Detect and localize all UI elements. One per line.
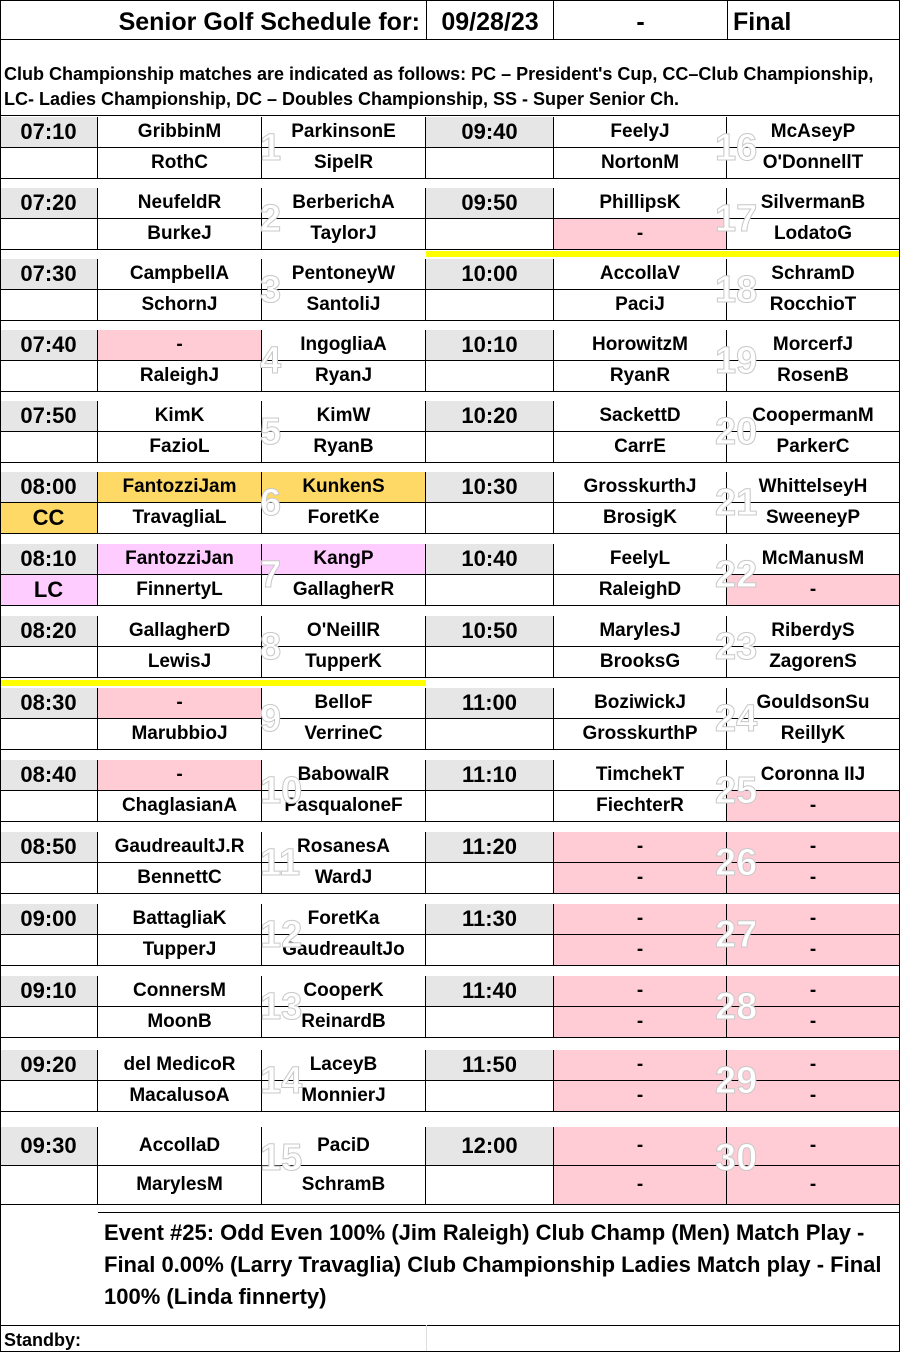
blank-cell [0, 219, 98, 250]
tee-time: 11:10 [426, 760, 554, 791]
player-name: PasqualoneF [262, 791, 426, 822]
player-name: BerberichA [262, 188, 426, 219]
player-name: SchornJ [98, 290, 262, 321]
player-name: - [98, 688, 262, 719]
player-name: PentoneyW [262, 259, 426, 290]
player-name: - [727, 1050, 900, 1081]
player-name: KimK [98, 401, 262, 432]
legend-text: Club Championship matches are indicated as follows: PC – President's Cup, CC–Club Championship, LC- Ladies Championship, DC – Doubles Championship, SS - Super Senior Ch. [0, 60, 900, 116]
blank-cell [0, 863, 98, 894]
player-name: RyanB [262, 432, 426, 463]
player-name: WardJ [262, 863, 426, 894]
blank-cell [426, 1081, 554, 1112]
player-name: MarylesJ [554, 616, 727, 647]
tee-time: 11:30 [426, 904, 554, 935]
player-name: TaylorJ [262, 219, 426, 250]
player-name: BurkeJ [98, 219, 262, 250]
tee-time: 07:10 [0, 117, 98, 148]
player-name: KunkenS [262, 472, 426, 503]
blank-cell [426, 719, 554, 750]
match-tag: LC [0, 575, 98, 606]
player-name: GaudreaultJo [262, 935, 426, 966]
tee-time: 07:40 [0, 330, 98, 361]
player-name: HorowitzM [554, 330, 727, 361]
player-name: McManusM [727, 544, 900, 575]
player-name: NortonM [554, 148, 727, 179]
player-name: TupperJ [98, 935, 262, 966]
player-name: - [98, 760, 262, 791]
blank-cell [0, 1007, 98, 1038]
player-name: SilvermanB [727, 188, 900, 219]
tee-time: 10:30 [426, 472, 554, 503]
player-name: PhillipsK [554, 188, 727, 219]
tee-time: 07:20 [0, 188, 98, 219]
player-name: MonnierJ [262, 1081, 426, 1112]
player-name: FinnertyL [98, 575, 262, 606]
group-number: 3 [260, 269, 282, 311]
tee-time: 11:40 [426, 976, 554, 1007]
player-name: ReinardB [262, 1007, 426, 1038]
player-name: SipelR [262, 148, 426, 179]
player-name: FantozziJan [98, 544, 262, 575]
group-number: 8 [260, 626, 282, 668]
group-number: 26 [715, 842, 758, 884]
blank-cell [426, 503, 554, 534]
group-number: 9 [260, 698, 282, 740]
player-name: CoopermanM [727, 401, 900, 432]
player-name: SchramD [727, 259, 900, 290]
player-name: MoonB [98, 1007, 262, 1038]
player-name: O'DonnellT [727, 148, 900, 179]
player-name: - [727, 1127, 900, 1166]
blank-cell [426, 361, 554, 392]
player-name: BattagliaK [98, 904, 262, 935]
player-name: AccollaV [554, 259, 727, 290]
player-name: PaciD [262, 1127, 426, 1166]
group-number: 18 [715, 269, 758, 311]
blank-cell [426, 935, 554, 966]
blank-cell [0, 432, 98, 463]
group-number: 6 [260, 482, 282, 524]
player-name: LewisJ [98, 647, 262, 678]
group-number: 19 [715, 340, 758, 382]
blank-cell [0, 719, 98, 750]
group-number: 1 [260, 127, 282, 169]
player-name: PaciJ [554, 290, 727, 321]
player-name: GaudreaultJ.R [98, 832, 262, 863]
player-name: - [554, 1127, 727, 1166]
player-name: ConnersM [98, 976, 262, 1007]
tee-time: 09:40 [426, 117, 554, 148]
player-name: GallagherD [98, 616, 262, 647]
player-name: FantozziJam [98, 472, 262, 503]
player-name: MorcerfJ [727, 330, 900, 361]
player-name: TravagliaL [98, 503, 262, 534]
player-name: ForetKe [262, 503, 426, 534]
blank-cell [0, 1081, 98, 1112]
player-name: WhittelseyH [727, 472, 900, 503]
player-name: - [554, 219, 727, 250]
tee-time: 08:00 [0, 472, 98, 503]
player-name: - [554, 976, 727, 1007]
player-name: - [727, 832, 900, 863]
tee-time: 07:50 [0, 401, 98, 432]
player-name: VerrineC [262, 719, 426, 750]
blank-cell [0, 1166, 98, 1205]
group-number: 20 [715, 411, 758, 453]
player-name: O'NeillR [262, 616, 426, 647]
tee-time: 09:30 [0, 1127, 98, 1166]
tee-time: 10:40 [426, 544, 554, 575]
player-name: SantoliJ [262, 290, 426, 321]
blank-cell [426, 148, 554, 179]
player-name: - [554, 935, 727, 966]
player-name: ChaglasianA [98, 791, 262, 822]
player-name: - [727, 1166, 900, 1205]
player-name: RothC [98, 148, 262, 179]
group-number: 17 [715, 198, 758, 240]
schedule-date: 09/28/23 [426, 0, 554, 40]
player-name: - [727, 575, 900, 606]
group-number: 28 [715, 986, 758, 1028]
player-name: BennettC [98, 863, 262, 894]
blank-cell [0, 791, 98, 822]
header-dash: - [636, 8, 645, 36]
blank-cell [426, 432, 554, 463]
player-name: Coronna IIJ [727, 760, 900, 791]
group-number: 10 [260, 770, 303, 812]
group-number: 25 [715, 770, 758, 812]
player-name: ZagorenS [727, 647, 900, 678]
player-name: KangP [262, 544, 426, 575]
tee-time: 08:40 [0, 760, 98, 791]
group-number: 5 [260, 411, 282, 453]
player-name: del MedicoR [98, 1050, 262, 1081]
standby-divider [426, 1325, 427, 1352]
player-name: NeufeldR [98, 188, 262, 219]
group-number: 22 [715, 554, 758, 596]
tee-time: 08:10 [0, 544, 98, 575]
player-name: ReillyK [727, 719, 900, 750]
player-name: - [554, 1081, 727, 1112]
group-number: 13 [260, 986, 303, 1028]
blank-cell [0, 361, 98, 392]
blank-cell [0, 148, 98, 179]
player-name: - [554, 1166, 727, 1205]
tee-time: 11:20 [426, 832, 554, 863]
tee-time: 09:50 [426, 188, 554, 219]
blank-cell [0, 935, 98, 966]
tee-time: 11:50 [426, 1050, 554, 1081]
player-name: RyanJ [262, 361, 426, 392]
tee-time: 10:10 [426, 330, 554, 361]
group-number: 15 [260, 1137, 303, 1179]
player-name: KimW [262, 401, 426, 432]
standby-label: Standby: [0, 1325, 900, 1352]
group-number: 30 [715, 1137, 758, 1179]
player-name: SchramB [262, 1166, 426, 1205]
tee-time: 09:10 [0, 976, 98, 1007]
tee-time: 11:00 [426, 688, 554, 719]
blank-cell [426, 290, 554, 321]
player-name: MarylesM [98, 1166, 262, 1205]
player-name: RiberdyS [727, 616, 900, 647]
group-number: 2 [260, 198, 282, 240]
blank-cell [426, 575, 554, 606]
group-number: 12 [260, 914, 303, 956]
group-number: 16 [715, 127, 758, 169]
group-number: 7 [260, 554, 282, 596]
player-name: BabowalR [262, 760, 426, 791]
schedule-status: Final [727, 0, 900, 40]
group-number: 11 [260, 842, 301, 884]
player-name: GribbinM [98, 117, 262, 148]
player-name: SweeneyP [727, 503, 900, 534]
tee-time: 10:00 [426, 259, 554, 290]
player-name: TimchekT [554, 760, 727, 791]
group-number: 14 [260, 1060, 303, 1102]
player-name: - [554, 904, 727, 935]
group-number: 27 [715, 914, 758, 956]
player-name: BoziwickJ [554, 688, 727, 719]
player-name: - [727, 904, 900, 935]
tee-time: 10:50 [426, 616, 554, 647]
blank-cell [426, 791, 554, 822]
player-name: McAseyP [727, 117, 900, 148]
group-number: 4 [260, 340, 282, 382]
player-name: RaleighJ [98, 361, 262, 392]
player-name: - [554, 1050, 727, 1081]
player-name: FeelyL [554, 544, 727, 575]
player-name: GouldsonSu [727, 688, 900, 719]
player-name: RosanesA [262, 832, 426, 863]
player-name: ForetKa [262, 904, 426, 935]
tee-time: 07:30 [0, 259, 98, 290]
player-name: GrosskurthJ [554, 472, 727, 503]
player-name: RaleighD [554, 575, 727, 606]
player-name: - [727, 1081, 900, 1112]
player-name: FazioL [98, 432, 262, 463]
tee-time: 09:00 [0, 904, 98, 935]
player-name: FiechterR [554, 791, 727, 822]
match-tag: CC [0, 503, 98, 534]
group-number: 29 [715, 1060, 758, 1102]
event-description: Event #25: Odd Even 100% (Jim Raleigh) Club Champ (Men) Match Play - Final 0.00% (Larry Travaglia) Club Championship Ladies Match play - Final 100% (Linda finnerty) [98, 1212, 900, 1322]
blank-cell [426, 219, 554, 250]
blank-cell [426, 647, 554, 678]
divider-line [0, 680, 426, 686]
tee-time: 09:20 [0, 1050, 98, 1081]
player-name: LaceyB [262, 1050, 426, 1081]
group-number: 24 [715, 698, 758, 740]
player-name: - [727, 935, 900, 966]
tee-time: 12:00 [426, 1127, 554, 1166]
player-name: RocchioT [727, 290, 900, 321]
group-number: 23 [715, 626, 758, 668]
player-name: - [727, 1007, 900, 1038]
player-name: - [554, 1007, 727, 1038]
player-name: RosenB [727, 361, 900, 392]
blank-cell [0, 647, 98, 678]
player-name: MacalusoA [98, 1081, 262, 1112]
tee-time: 08:50 [0, 832, 98, 863]
player-name: FeelyJ [554, 117, 727, 148]
player-name: BrosigK [554, 503, 727, 534]
player-name: BrooksG [554, 647, 727, 678]
blank-cell [426, 1166, 554, 1205]
player-name: LodatoG [727, 219, 900, 250]
player-name: CarrE [554, 432, 727, 463]
player-name: BelloF [262, 688, 426, 719]
player-name: - [727, 791, 900, 822]
page-title: Senior Golf Schedule for: [118, 8, 420, 36]
player-name: CampbellA [98, 259, 262, 290]
player-name: GrosskurthP [554, 719, 727, 750]
player-name: RyanR [554, 361, 727, 392]
player-name: ParkerC [727, 432, 900, 463]
player-name: SackettD [554, 401, 727, 432]
player-name: MarubbioJ [98, 719, 262, 750]
player-name: TupperK [262, 647, 426, 678]
player-name: - [554, 863, 727, 894]
player-name: - [554, 832, 727, 863]
player-name: CooperK [262, 976, 426, 1007]
player-name: GallagherR [262, 575, 426, 606]
player-name: - [98, 330, 262, 361]
player-name: IngogliaA [262, 330, 426, 361]
tee-time: 08:20 [0, 616, 98, 647]
tee-time: 10:20 [426, 401, 554, 432]
player-name: - [727, 976, 900, 1007]
blank-cell [426, 1007, 554, 1038]
blank-cell [0, 290, 98, 321]
group-number: 21 [715, 482, 758, 524]
player-name: ParkinsonE [262, 117, 426, 148]
divider-line [426, 251, 900, 257]
player-name: AccollaD [98, 1127, 262, 1166]
blank-cell [426, 863, 554, 894]
player-name: - [727, 863, 900, 894]
tee-time: 08:30 [0, 688, 98, 719]
